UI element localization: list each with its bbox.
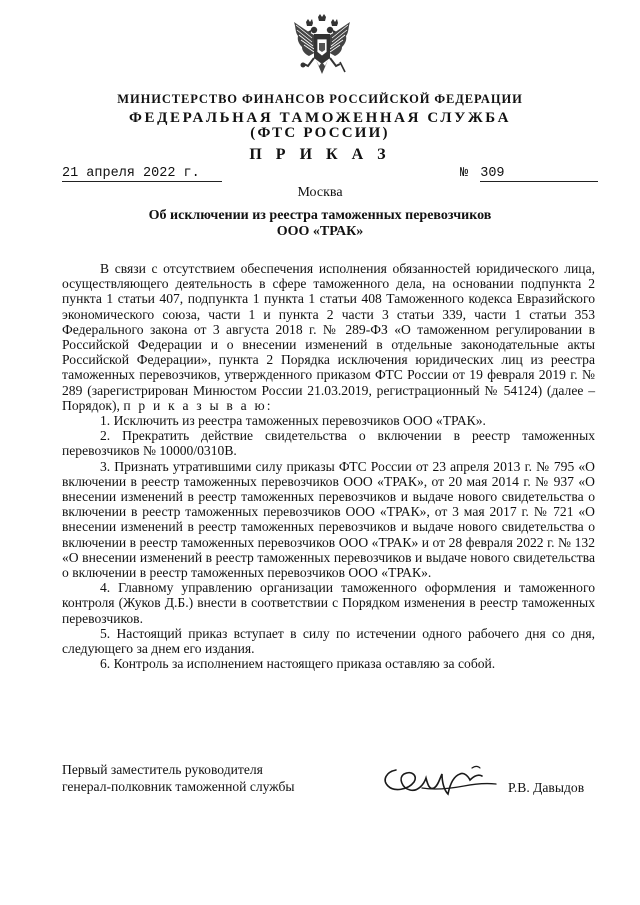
order-item-6: 6. Контроль за исполнением настоящего приказа оставляю за собой.	[100, 656, 496, 672]
order-body	[62, 261, 595, 671]
handwritten-signature	[378, 756, 500, 802]
subject-line-2: ООО «ТРАК»	[276, 224, 364, 239]
order-number: 309	[480, 166, 598, 182]
order-item-2: 2. Прекратить действие свидетельства о включении в реестр таможенных перевозчиков № 10000/0310В.	[62, 428, 595, 459]
preamble-text: В связи с отсутствием обеспечения исполнения обязанностей юридического лица, осуществляющего деятельность в сфере таможенного дела, на основании подпункта 2 пункта 1 статьи 407, подпункта 1 пункта 1 статьи 408 Таможенного кодекса Евразийского экономического союза, части 1 и пункта 2 части 3 статьи 339, части 1 статьи 353 Федерального закона от 3 августа 2018 г. № 289-ФЗ «О таможенном регулировании в Российской Федерации и о внесении изменений в отдельные законодательные акты Российской Федерации», пункта 2 Порядка исключения юридических лиц из реестра таможенных перевозчиков, утвержденного приказом ФТС России от 19 февраля 2019 г. № 289 (зарегистрирован Минюстом России 21.03.2019, регистрационный № 54124) (далее – Порядок),	[62, 261, 595, 413]
document-type-title: П Р И К А З	[249, 146, 391, 163]
signer-position-line-2: генерал-полковник таможенной службы	[62, 779, 295, 794]
coat-of-arms-icon	[292, 14, 352, 80]
order-date: 21 апреля 2022 г.	[62, 166, 222, 182]
order-word: п р и к а з ы в а ю:	[123, 397, 273, 413]
order-item-3: 3. Признать утратившими силу приказы ФТС России от 23 апреля 2013 г. № 795 «О включении в реестр таможенных перевозчиков ООО «ТРАК», от 20 мая 2014 г. № 937 «О внесении изменений в реестр таможенных перевозчиков и выдаче нового свидетельства о включении в реестр таможенных перевозчиков ООО «ТРАК», от 3 мая 2017 г. № 721 «О внесении изменений в реестр таможенных перевозчиков и выдаче нового свидетельства о включении в реестр таможенных перевозчиков ООО «ТРАК» и от 28 февраля 2022 г. № 132 «О внесении изменений в реестр таможенных перевозчиков и выдаче нового свидетельства о включении в реестр таможенных перевозчиков ООО «ТРАК».	[62, 458, 595, 581]
subject-line-1: Об исключении из реестра таможенных перевозчиков	[148, 208, 492, 223]
order-item-1: 1. Исключить из реестра таможенных перевозчиков ООО «ТРАК».	[100, 413, 486, 429]
signer-position-line-1: Первый заместитель руководителя	[62, 762, 263, 777]
city: Москва	[297, 185, 343, 200]
order-item-4: 4. Главному управлению организации таможенного оформления и таможенного контроля (Жуков Д.Б.) внести в соответствии с Порядком изменения в реестр таможенных перевозчиков.	[62, 580, 595, 626]
signer-position	[62, 761, 295, 795]
signer-name: Р.В. Давыдов	[508, 780, 585, 795]
service-short-name: (ФТС РОССИИ)	[250, 125, 390, 141]
order-item-5: 5. Настоящий приказ вступает в силу по истечении одного рабочего дня со дня, следующего за днем его издания.	[62, 625, 595, 657]
order-subject	[0, 208, 640, 240]
order-number-block	[460, 166, 598, 182]
order-number-label: №	[460, 166, 469, 181]
service-name: ФЕДЕРАЛЬНАЯ ТАМОЖЕННАЯ СЛУЖБА	[128, 110, 512, 126]
preamble-paragraph	[62, 261, 595, 413]
ministry-name: МИНИСТЕРСТВО ФИНАНСОВ РОССИЙСКОЙ ФЕДЕРАЦИИ	[117, 92, 523, 106]
